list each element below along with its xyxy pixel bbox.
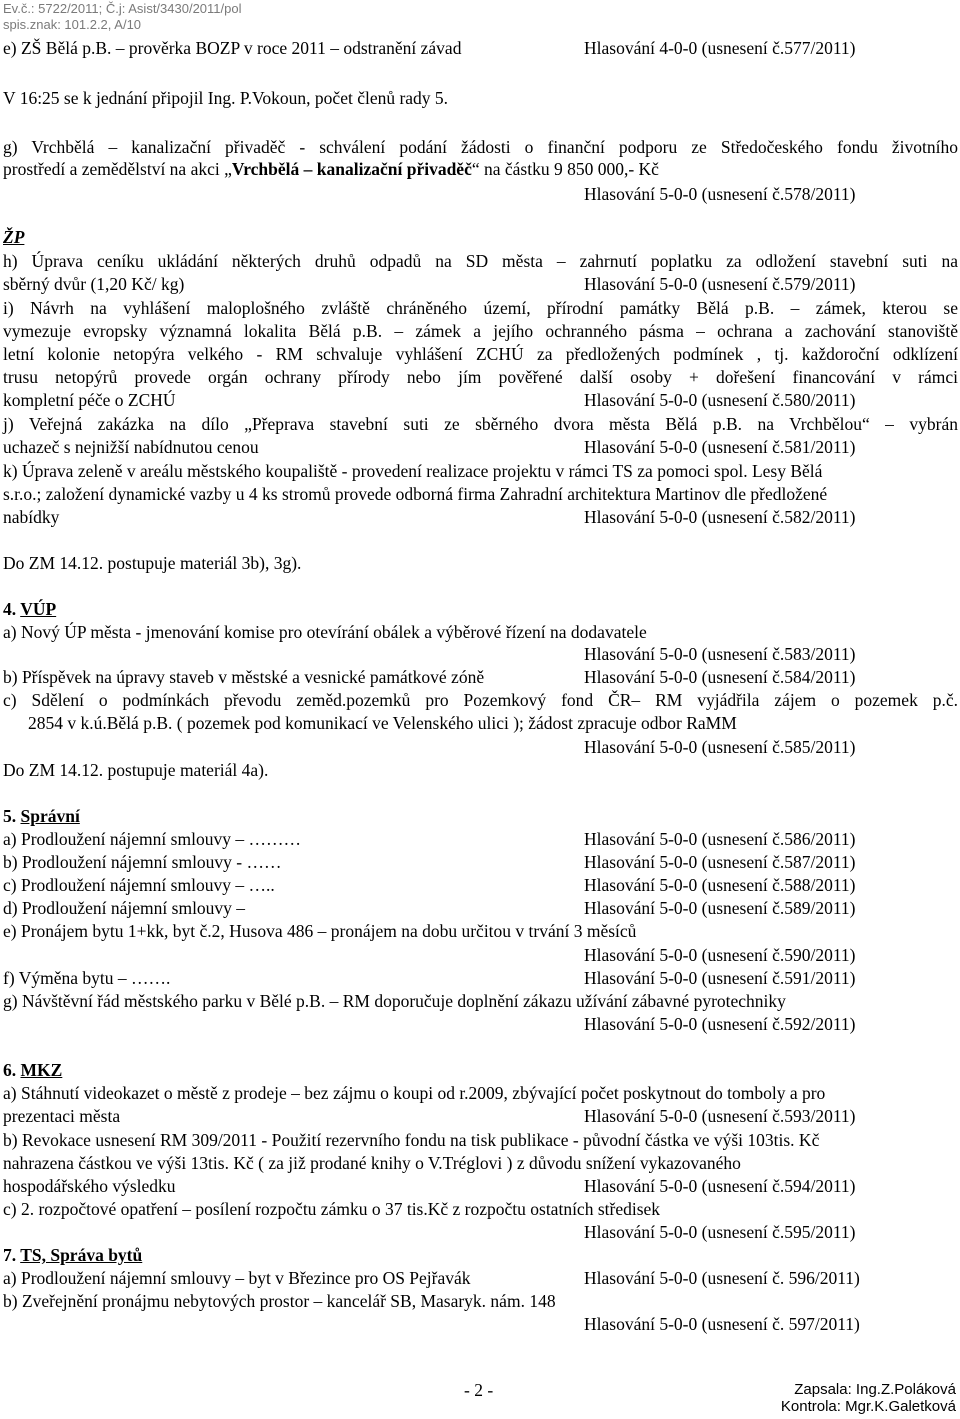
item-5g: g) Návštěvní řád městského parku v Bělé p.B. – RM doporučuje doplnění zákazu užívání zábavné pyrotechniky <box>3 991 786 1011</box>
attendance-note: V 16:25 se k jednání připojil Ing. P.Vokoun, počet členů rady 5. <box>3 88 449 108</box>
item-g-line1: g) Vrchbělá – kanalizační přivaděč - schválení podání žádosti o finanční podporu ze Středočeského fondu životního <box>3 137 958 157</box>
item-6b-line3: hospodářského výsledku <box>3 1176 176 1196</box>
item-k-line3: nabídky <box>3 507 60 527</box>
item-j-line2: uchazeč s nejnižší nabídnutou cenou <box>3 437 259 457</box>
vote-result: Hlasování 5-0-0 (usnesení č.583/2011) <box>584 644 856 664</box>
vote-result: Hlasování 5-0-0 (usnesení č.585/2011) <box>584 737 856 757</box>
item-i-line1: i) Návrh na vyhlášení maloplošného zvláště chráněného území, přírodní památky Bělá p.B. – zámek, kterou se <box>3 298 958 318</box>
vote-result: Hlasování 4-0-0 (usnesení č.577/2011) <box>584 38 856 58</box>
vote-result: Hlasování 5-0-0 (usnesení č.595/2011) <box>584 1222 856 1242</box>
item-6a-line1: a) Stáhnutí videokazet o městě z prodeje – bez zájmu o koupi od r.2009, zbývající počet poskytnout do tomboly a pro <box>3 1083 826 1103</box>
written-by: Zapsala: Ing.Z.Poláková <box>794 1381 956 1398</box>
item-g-line2: prostředí a zemědělství na akci „Vrchbělá – kanalizační přivaděč“ na částku 9 850 000,- Kč <box>3 159 659 179</box>
zm-note: Do ZM 14.12. postupuje materiál 4a). <box>3 760 269 780</box>
vote-result: Hlasování 5-0-0 (usnesení č.593/2011) <box>584 1106 856 1126</box>
vote-result: Hlasování 5-0-0 (usnesení č.589/2011) <box>584 898 856 918</box>
item-5f: f) Výměna bytu – ……. <box>3 968 171 988</box>
item-5a: a) Prodloužení nájemní smlouvy – ……… <box>3 829 301 849</box>
vote-result: Hlasování 5-0-0 (usnesení č. 597/2011) <box>584 1314 860 1334</box>
vote-result: Hlasování 5-0-0 (usnesení č.592/2011) <box>584 1014 856 1034</box>
section-zp-heading: ŽP <box>3 227 25 247</box>
item-6b-line2: nahrazena částkou ve výši 13tis. Kč ( za již prodané knihy o V.Tréglovi ) z důvodu snížení vykazovaného <box>3 1153 741 1173</box>
item-i-line5: kompletní péče o ZCHÚ <box>3 390 176 410</box>
vote-result: Hlasování 5-0-0 (usnesení č.586/2011) <box>584 829 856 849</box>
item-4c-line2: 2854 v k.ú.Bělá p.B. ( pozemek pod komunikací ve Velenského ulici ); žádost zpracuje odbor RaMM <box>28 713 737 733</box>
item-i-line3: letní kolonie netopýra velkého - RM schvaluje vyhlášení ZCHÚ za předložených podmínek , tj. každoroční odklízení <box>3 344 958 364</box>
item-5e: e) Pronájem bytu 1+kk, byt č.2, Husova 486 – pronájem na dobu určitou v trvání 3 měsíců <box>3 921 637 941</box>
item-5b: b) Prodloužení nájemní smlouvy - …… <box>3 852 282 872</box>
item-4c-line1: c) Sdělení o podmínkách převodu zeměd.pozemků pro Pozemkový fond ČR– RM vyjádřila zájem o pozemek p.č. <box>3 690 958 710</box>
vote-result: Hlasování 5-0-0 (usnesení č.594/2011) <box>584 1176 856 1196</box>
vote-result: Hlasování 5-0-0 (usnesení č.591/2011) <box>584 968 856 988</box>
project-name: Vrchbělá – kanalizační přivaděč <box>231 159 472 179</box>
item-k-line2: s.r.o.; založení dynamické vazby u 4 ks stromů provede odborná firma Zahradní architektura Martinov dle předložené <box>3 484 828 504</box>
item-j-line1: j) Veřejná zakázka na dílo „Přeprava stavební suti ze sběrného dvora města Bělá p.B. na Vrchbělou“ – vybrán <box>3 414 958 434</box>
item-5c: c) Prodloužení nájemní smlouvy – ….. <box>3 875 275 895</box>
vote-result: Hlasování 5-0-0 (usnesení č.587/2011) <box>584 852 856 872</box>
vote-result: Hlasování 5-0-0 (usnesení č. 596/2011) <box>584 1268 860 1288</box>
vote-result: Hlasování 5-0-0 (usnesení č.578/2011) <box>584 184 856 204</box>
vote-result: Hlasování 5-0-0 (usnesení č.579/2011) <box>584 274 856 294</box>
item-4a: a) Nový ÚP města - jmenování komise pro otevírání obálek a výběrové řízení na dodavatele <box>3 622 647 642</box>
vote-result: Hlasování 5-0-0 (usnesení č.588/2011) <box>584 875 856 895</box>
item-6c: c) 2. rozpočtové opatření – posílení rozpočtu zámku o 37 tis.Kč z rozpočtu ostatních středisek <box>3 1199 661 1219</box>
vote-result: Hlasování 5-0-0 (usnesení č.581/2011) <box>584 437 856 457</box>
vote-result: Hlasování 5-0-0 (usnesení č.580/2011) <box>584 390 856 410</box>
item-i-line4: trusu netopýrů provede orgán ochrany přírody nebo jím pověřené další osoby + dořešení financování v rámci <box>3 367 958 387</box>
section-7-heading: 7. TS, Správa bytů <box>3 1245 143 1265</box>
item-4b: b) Příspěvek na úpravy staveb v městské a vesnické památkové zóně <box>3 667 485 687</box>
item-i-line2: vymezuje evropsky významná lokalita Bělá p.B. – zámek a jejího ochranného pásma – ochrana a zachování stanoviště <box>3 321 958 341</box>
zm-note: Do ZM 14.12. postupuje materiál 3b), 3g). <box>3 553 302 573</box>
item-7b: b) Zveřejnění pronájmu nebytových prostor – kancelář SB, Masaryk. nám. 148 <box>3 1291 556 1311</box>
item-6a-line2: prezentaci města <box>3 1106 121 1126</box>
vote-result: Hlasování 5-0-0 (usnesení č.590/2011) <box>584 945 856 965</box>
vote-result: Hlasování 5-0-0 (usnesení č.582/2011) <box>584 507 856 527</box>
page-number: - 2 - <box>464 1380 494 1400</box>
vote-result: Hlasování 5-0-0 (usnesení č.584/2011) <box>584 667 856 687</box>
item-5d: d) Prodloužení nájemní smlouvy – <box>3 898 246 918</box>
checked-by: Kontrola: Mgr.K.Galetková <box>780 1398 956 1415</box>
header-file-mark: spis.znak: 101.2.2, A/10 <box>3 17 142 32</box>
item-h-line1: h) Úprava ceníku ukládání některých druhů odpadů na SD města – zahrnutí poplatku za odložení stavební suti na <box>3 251 958 271</box>
section-5-heading: 5. Správní <box>3 806 80 826</box>
document-header <box>3 1 242 33</box>
item-7a: a) Prodloužení nájemní smlouvy – byt v Březince pro OS Pejřavák <box>3 1268 471 1288</box>
item-h-line2: sběrný dvůr (1,20 Kč/ kg) <box>3 274 185 294</box>
item-e: e) ZŠ Bělá p.B. – prověrka BOZP v roce 2011 – odstranění závad <box>3 38 462 58</box>
section-6-heading: 6. MKZ <box>3 1060 63 1080</box>
item-k-line1: k) Úprava zeleně v areálu městského koupaliště - provedení realizace projektu v rámci TS za pomoci spol. Lesy Bělá <box>3 461 823 481</box>
section-4-heading: 4. VÚP <box>3 599 57 619</box>
item-6b-line1: b) Revokace usnesení RM 309/2011 - Použití rezervního fondu na tisk publikace - původní částka ve výši 103tis. Kč <box>3 1130 820 1150</box>
header-evidence-number: Ev.č.: 5722/2011; Č.j: Asist/3430/2011/pol <box>3 1 242 16</box>
